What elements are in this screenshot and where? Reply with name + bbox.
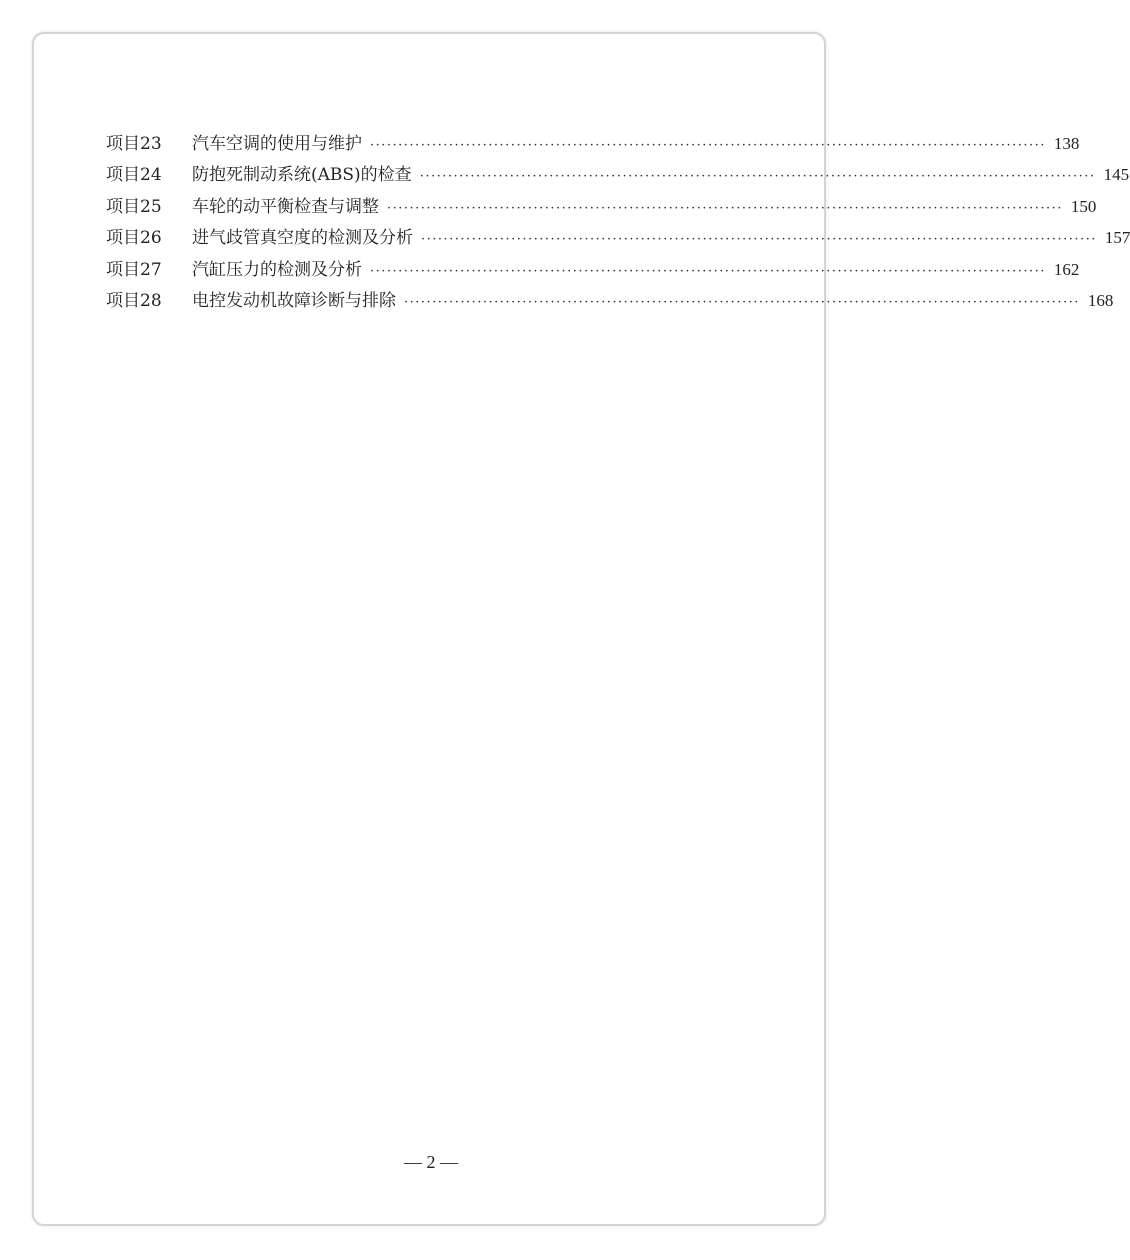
toc-entry-label: 项目25 — [106, 196, 162, 217]
toc-entry — [106, 285, 1114, 316]
dot-leader: ························································································································ — [370, 263, 1046, 279]
table-of-contents — [106, 128, 1130, 316]
toc-entry-title: 防抱死制动系统(ABS)的检查 — [192, 165, 412, 186]
toc-entry-label: 项目26 — [106, 228, 162, 249]
toc-entry-page: 168 — [1087, 290, 1114, 310]
toc-entry-title: 汽车空调的使用与维护 — [192, 134, 362, 154]
toc-entry-title: 电控发动机故障诊断与排除 — [192, 290, 396, 311]
toc-entry — [106, 254, 1080, 285]
dot-leader: ························································································································ — [404, 294, 1080, 310]
toc-entry-title: 车轮的动平衡检查与调整 — [192, 196, 379, 217]
toc-entry — [106, 222, 1130, 253]
toc-entry-title: 汽缸压力的检测及分析 — [192, 259, 362, 280]
toc-entry — [106, 191, 1097, 222]
dot-leader: ························································································································ — [421, 232, 1097, 248]
dot-leader: ························································································································ — [419, 169, 1096, 185]
toc-entry-page: 150 — [1070, 196, 1097, 216]
dot-leader: ························································································································ — [370, 138, 1046, 153]
toc-entry — [106, 159, 1130, 190]
toc-entry-label: 项目27 — [106, 259, 162, 280]
page-number: — 2 — — [404, 1152, 458, 1172]
toc-entry-page: 145 — [1103, 165, 1130, 185]
toc-entry-title: 进气歧管真空度的检测及分析 — [192, 228, 413, 249]
toc-entry-label: 项目23 — [106, 134, 162, 154]
toc-entry — [106, 128, 1080, 159]
document-page — [32, 32, 1130, 1226]
toc-entry-label: 项目24 — [106, 165, 162, 186]
dot-leader: ························································································································ — [387, 200, 1063, 216]
toc-entry-page: 157 — [1104, 228, 1130, 248]
toc-entry-label: 项目28 — [106, 290, 162, 311]
toc-entry-page: 162 — [1053, 259, 1080, 279]
toc-entry-page: 138 — [1053, 134, 1080, 153]
